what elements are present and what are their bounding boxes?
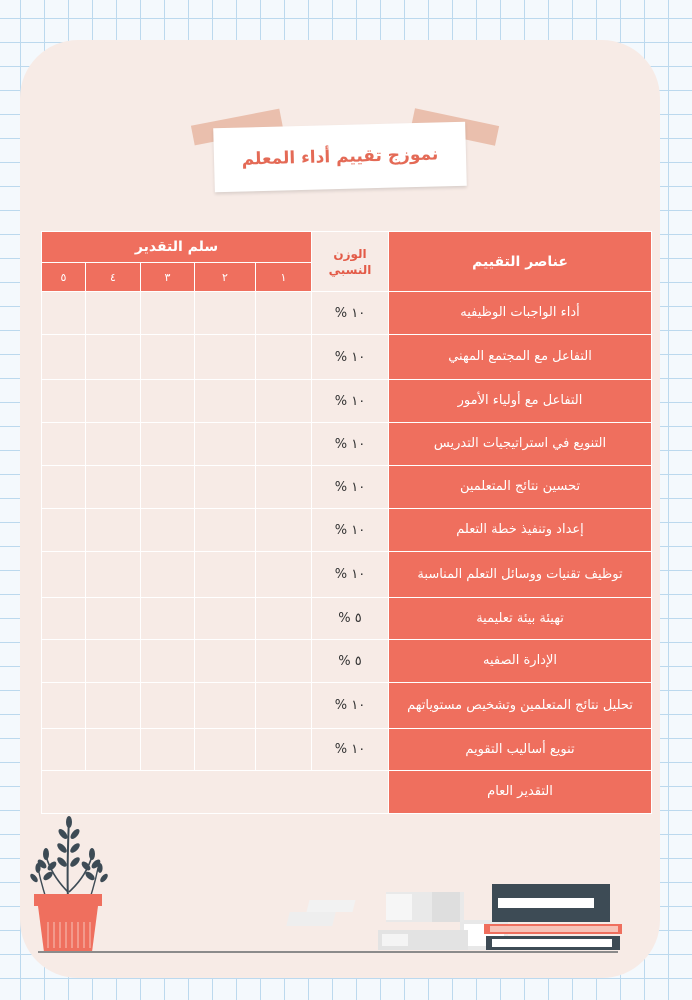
rating-cell-1[interactable]: [256, 552, 312, 598]
table-row: [42, 640, 652, 683]
criterion-label: تحسين نتائج المتعلمين: [389, 466, 652, 509]
small-book-left: [286, 912, 335, 926]
total-value-cell[interactable]: [42, 771, 389, 814]
rating-cell-4[interactable]: [86, 292, 141, 335]
criterion-label: الإدارة الصفيه: [389, 640, 652, 683]
plant-icon: [28, 812, 108, 954]
weight-value: ١٠ %: [312, 380, 389, 423]
total-label: التقدير العام: [389, 771, 652, 814]
rating-cell-5[interactable]: [42, 292, 86, 335]
rating-cell-3[interactable]: [141, 380, 195, 423]
table-row: [42, 729, 652, 771]
rating-cell-1[interactable]: [256, 466, 312, 509]
scale-number-3: ٣: [141, 263, 195, 292]
criterion-label: إعداد وتنفيذ خطة التعلم: [389, 509, 652, 552]
rating-cell-5[interactable]: [42, 683, 86, 729]
books-icon: [372, 880, 628, 952]
rating-cell-4[interactable]: [86, 640, 141, 683]
rating-cell-1[interactable]: [256, 423, 312, 466]
rating-cell-5[interactable]: [42, 423, 86, 466]
scale-number-2: ٢: [195, 263, 256, 292]
rating-cell-3[interactable]: [141, 552, 195, 598]
weight-value: ١٠ %: [312, 466, 389, 509]
header-items: عناصر التقييم: [389, 232, 652, 292]
rating-cell-1[interactable]: [256, 380, 312, 423]
weight-value: ١٠ %: [312, 729, 389, 771]
rating-cell-3[interactable]: [141, 335, 195, 380]
rating-cell-2[interactable]: [195, 640, 256, 683]
rating-cell-4[interactable]: [86, 729, 141, 771]
rating-cell-2[interactable]: [195, 380, 256, 423]
header-weight-line1: الوزن: [333, 246, 367, 261]
rating-cell-2[interactable]: [195, 552, 256, 598]
table-row: [42, 683, 652, 729]
table-row: [42, 509, 652, 552]
rating-cell-4[interactable]: [86, 683, 141, 729]
rating-cell-1[interactable]: [256, 729, 312, 771]
rating-cell-4[interactable]: [86, 335, 141, 380]
rating-cell-3[interactable]: [141, 640, 195, 683]
rating-cell-3[interactable]: [141, 683, 195, 729]
rating-cell-5[interactable]: [42, 729, 86, 771]
rating-cell-1[interactable]: [256, 509, 312, 552]
rating-cell-2[interactable]: [195, 509, 256, 552]
table-row: [42, 423, 652, 466]
table-row: [42, 552, 652, 598]
scale-number-5: ٥: [42, 263, 86, 292]
rating-cell-4[interactable]: [86, 509, 141, 552]
rating-cell-5[interactable]: [42, 598, 86, 640]
rating-cell-5[interactable]: [42, 509, 86, 552]
rating-cell-4[interactable]: [86, 423, 141, 466]
rating-cell-2[interactable]: [195, 423, 256, 466]
floor-line: [38, 951, 618, 953]
rating-cell-5[interactable]: [42, 640, 86, 683]
rating-cell-4[interactable]: [86, 380, 141, 423]
criterion-label: التفاعل مع المجتمع المهني: [389, 335, 652, 380]
rating-cell-1[interactable]: [256, 598, 312, 640]
weight-value: ١٠ %: [312, 552, 389, 598]
table-row: [42, 466, 652, 509]
weight-value: ١٠ %: [312, 683, 389, 729]
criterion-label: التنويع في استراتيجيات التدريس: [389, 423, 652, 466]
scale-number-4: ٤: [86, 263, 141, 292]
rating-cell-5[interactable]: [42, 466, 86, 509]
rating-cell-1[interactable]: [256, 640, 312, 683]
table-row: [42, 380, 652, 423]
rating-cell-3[interactable]: [141, 466, 195, 509]
weight-value: ١٠ %: [312, 423, 389, 466]
scale-number-1: ١: [256, 263, 312, 292]
rating-cell-3[interactable]: [141, 598, 195, 640]
page-title: نموزج تقييم أداء المعلم: [241, 144, 439, 170]
rating-cell-5[interactable]: [42, 380, 86, 423]
rating-cell-2[interactable]: [195, 598, 256, 640]
total-row: [42, 771, 652, 814]
rating-cell-2[interactable]: [195, 466, 256, 509]
rating-cell-1[interactable]: [256, 292, 312, 335]
header-scale: سلم التقدير: [42, 232, 312, 263]
header-weight-line2: النسبي: [328, 262, 372, 277]
table-row: [42, 335, 652, 380]
weight-value: ١٠ %: [312, 509, 389, 552]
rating-cell-2[interactable]: [195, 292, 256, 335]
title-card: [213, 122, 467, 193]
criterion-label: تنويع أساليب التقويم: [389, 729, 652, 771]
rating-cell-4[interactable]: [86, 466, 141, 509]
small-book-left-top: [307, 900, 356, 912]
rating-cell-2[interactable]: [195, 335, 256, 380]
evaluation-table: [41, 231, 652, 814]
rating-cell-2[interactable]: [195, 729, 256, 771]
rating-cell-3[interactable]: [141, 423, 195, 466]
rating-cell-5[interactable]: [42, 552, 86, 598]
rating-cell-1[interactable]: [256, 335, 312, 380]
rating-cell-4[interactable]: [86, 552, 141, 598]
rating-cell-2[interactable]: [195, 683, 256, 729]
rating-cell-4[interactable]: [86, 598, 141, 640]
rating-cell-3[interactable]: [141, 292, 195, 335]
weight-value: ١٠ %: [312, 292, 389, 335]
criterion-label: التفاعل مع أولياء الأمور: [389, 380, 652, 423]
table-row: [42, 292, 652, 335]
criterion-label: تهيئة بيئة تعليمية: [389, 598, 652, 640]
table-row: [42, 598, 652, 640]
weight-value: ١٠ %: [312, 335, 389, 380]
criterion-label: تحليل نتائج المتعلمين وتشخيص مستوياتهم: [389, 683, 652, 729]
weight-value: ٥ %: [312, 598, 389, 640]
rating-cell-5[interactable]: [42, 335, 86, 380]
weight-value: ٥ %: [312, 640, 389, 683]
criterion-label: أداء الواجبات الوظيفيه: [389, 292, 652, 335]
rating-cell-3[interactable]: [141, 509, 195, 552]
criterion-label: توظيف تقنيات ووسائل التعلم المناسبة: [389, 552, 652, 598]
rating-cell-3[interactable]: [141, 729, 195, 771]
rating-cell-1[interactable]: [256, 683, 312, 729]
header-weight: [312, 232, 389, 292]
